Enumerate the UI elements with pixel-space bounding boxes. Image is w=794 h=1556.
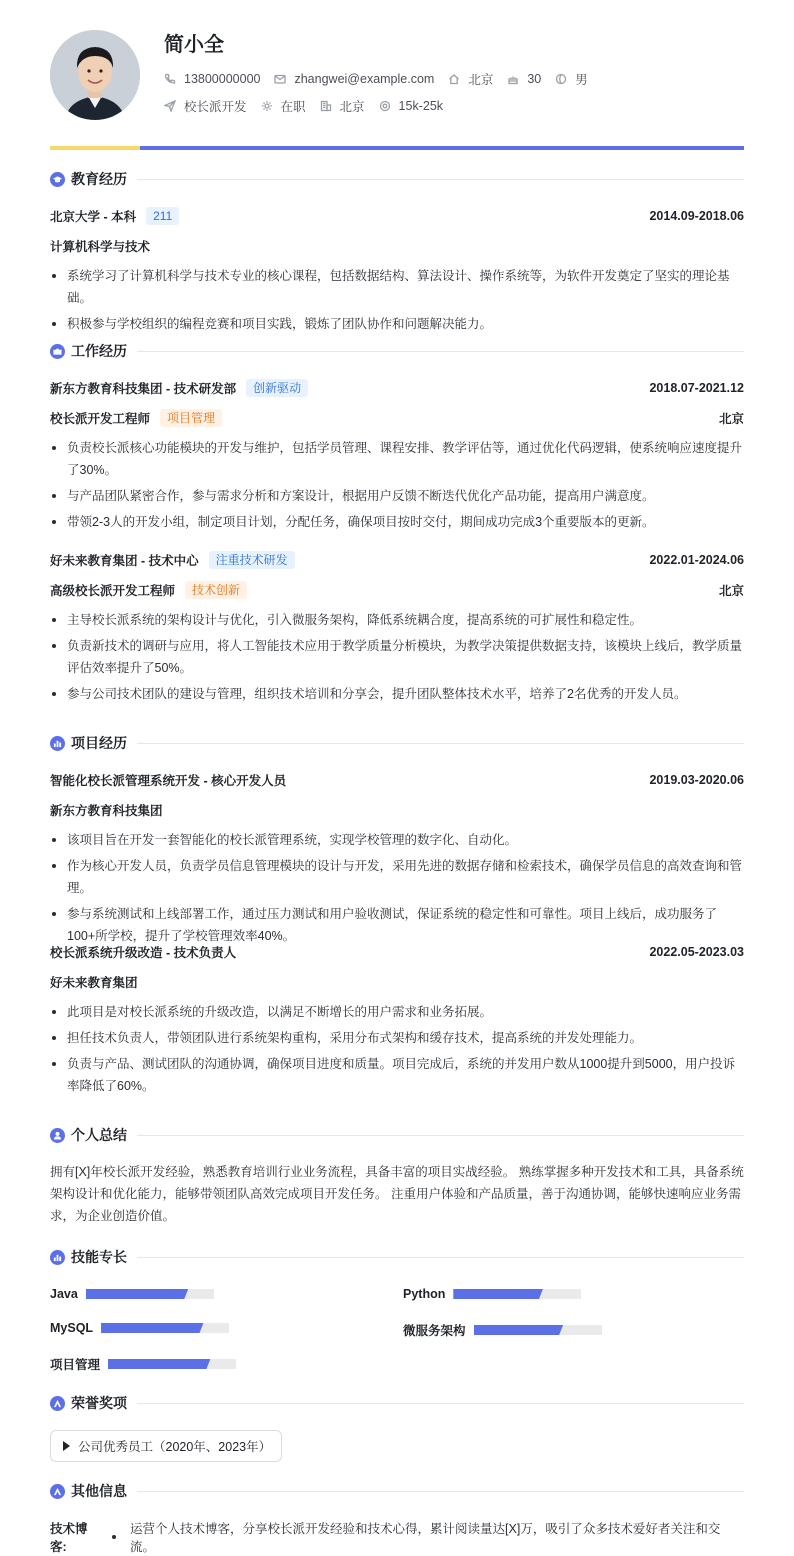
other-section [50, 1482, 744, 1500]
education-section [50, 170, 744, 188]
skill-bar [86, 1289, 214, 1299]
list-item: 参与公司技术团队的建设与管理，组织技术培训和分享会，提升团队整体技术水平，培养了2名优秀的开发人员。 [50, 683, 744, 705]
gender-text: 男 [575, 73, 588, 87]
list-item: 该项目旨在开发一套智能化的校长派管理系统，实现学校管理的数字化、自动化。 [50, 829, 744, 851]
status-item [261, 97, 306, 115]
section-heading: 项目经历 [71, 735, 127, 751]
coin-icon [379, 100, 391, 112]
awards-title [50, 1394, 744, 1412]
skills-title [50, 1248, 744, 1266]
projects-section [50, 734, 744, 752]
project-org: 新东方教育科技集团 [50, 804, 163, 818]
skill-name: Python [403, 1287, 446, 1301]
email-item [274, 72, 434, 86]
section-heading: 其他信息 [71, 1483, 127, 1499]
school-name: 北京大学 - 本科 [50, 210, 137, 224]
other-label: 技术博客: [50, 1522, 88, 1554]
education-school-row [50, 207, 744, 225]
briefcase-icon [50, 344, 65, 359]
section-heading: 荣誉奖项 [71, 1395, 127, 1411]
salary-text: 15k-25k [398, 99, 444, 113]
project-org: 好未来教育集团 [50, 976, 138, 990]
skill-item [50, 1355, 236, 1373]
list-item: 此项目是对校长派系统的升级改造，以满足不断增长的用户需求和业务拓展。 [50, 1001, 744, 1023]
skill-bar-fill [101, 1323, 203, 1333]
job-period: 2018.07-2021.12 [649, 381, 744, 395]
education-period: 2014.09-2018.06 [649, 209, 744, 223]
award-icon [50, 1396, 65, 1411]
list-item: 负责与产品、测试团队的沟通协调，确保项目进度和质量。项目完成后，系统的并发用户数从1000提升到5000，用户投诉率降低了60%。 [50, 1053, 744, 1097]
skill-item [403, 1287, 581, 1301]
list-item: 积极参与学校组织的编程竞赛和项目实践，锻炼了团队协作和问题解决能力。 [50, 313, 744, 335]
job-period: 2022.01-2024.06 [649, 553, 744, 567]
other-row [50, 1519, 744, 1555]
list-item: 作为核心开发人员，负责学员信息管理模块的设计与开发，采用先进的数据存储和检索技术，确保学员信息的高效查询和管理。 [50, 855, 744, 899]
list-item: 负责校长派核心功能模块的开发与维护，包括学员管理、课程安排、教学评估等，通过优化代码逻辑，使系统响应速度提升了30%。 [50, 437, 744, 481]
company-name: 好未来教育集团 - 技术中心 [50, 554, 199, 568]
avatar [50, 30, 140, 120]
contact-row [164, 70, 602, 88]
skill-bar-fill [86, 1289, 188, 1299]
education-bullets [50, 265, 744, 339]
work-section [50, 342, 744, 360]
school-tag: 211 [146, 207, 179, 225]
skill-bar [101, 1323, 229, 1333]
job-position-row [50, 581, 744, 599]
age-text: 30 [527, 72, 542, 86]
salary-item [379, 99, 443, 113]
list-item: 参与系统测试和上线部署工作，通过压力测试和用户验收测试，保证系统的稳定性和可靠性。项目上线后，成功服务了100+所学校，提升了学校管理效率40%。 [50, 903, 744, 947]
skill-bar [108, 1359, 236, 1369]
target-city-text: 北京 [339, 100, 365, 114]
resume-header [50, 0, 744, 150]
work-title [50, 342, 744, 360]
other-title [50, 1482, 744, 1500]
location-item [448, 70, 493, 88]
status-text: 在职 [280, 100, 306, 114]
project-row [50, 943, 744, 961]
section-heading: 个人总结 [71, 1127, 127, 1143]
skill-item [403, 1321, 602, 1339]
project-period: 2019.03-2020.06 [649, 773, 744, 787]
job-intent-row [164, 97, 457, 115]
other-text: 运营个人技术博客，分享校长派开发经验和技术心得，累计阅读量达[X]万，吸引了众多技术爱好者关注和交流。 [130, 1522, 721, 1554]
project-bullets [50, 1001, 744, 1101]
header-divider [50, 146, 744, 150]
summary-section [50, 1126, 744, 1144]
skill-bar-fill [108, 1359, 210, 1369]
caret-right-icon [63, 1441, 70, 1451]
age-item [507, 72, 541, 86]
job-city: 北京 [718, 584, 744, 598]
target-city-item [320, 97, 365, 115]
target-job-text: 校长派开发 [184, 100, 247, 114]
position-tag: 技术创新 [185, 581, 247, 599]
project-name: 校长派系统升级改造 - 技术负责人 [50, 946, 237, 960]
project-row [50, 771, 744, 789]
gear-icon [261, 100, 273, 112]
job-position-row [50, 409, 744, 427]
skill-item [50, 1287, 214, 1301]
skill-bar [474, 1325, 602, 1335]
candidate-name: 简小全 [164, 34, 224, 56]
list-item: 负责新技术的调研与应用，将人工智能技术应用于教学质量分析模块，为教学决策提供数据支持，该模块上线后，教学质量评估效率提升了50%。 [50, 635, 744, 679]
phone-text: 13800000000 [184, 72, 261, 86]
section-heading: 技能专长 [71, 1249, 127, 1265]
mail-icon [274, 73, 286, 85]
education-title [50, 170, 744, 188]
skill-name: Java [50, 1287, 78, 1301]
summary-title [50, 1126, 744, 1144]
position-name: 校长派开发工程师 [50, 412, 151, 426]
skill-bar-fill [453, 1289, 543, 1299]
phone-icon [164, 73, 176, 85]
project-bullets [50, 829, 744, 951]
cake-icon [507, 73, 519, 85]
award-toggle[interactable] [50, 1430, 282, 1462]
target-job-item [164, 97, 247, 115]
job-bullets [50, 437, 744, 537]
company-name: 新东方教育科技集团 - 技术研发部 [50, 382, 237, 396]
user-icon [50, 1128, 65, 1143]
list-item: 系统学习了计算机科学与技术专业的核心课程，包括数据结构、算法设计、操作系统等，为软件开发奠定了坚实的理论基础。 [50, 265, 744, 309]
project-period: 2022.05-2023.03 [649, 945, 744, 959]
job-city: 北京 [718, 412, 744, 426]
skills-section [50, 1248, 744, 1266]
position-name: 高级校长派开发工程师 [50, 584, 176, 598]
phone-item [164, 72, 260, 86]
list-item: 主导校长派系统的架构设计与优化，引入微服务架构，降低系统耦合度，提高系统的可扩展性和稳定性。 [50, 609, 744, 631]
skill-bar-fill [474, 1325, 564, 1335]
home-icon [448, 73, 460, 85]
skill-name: 项目管理 [50, 1358, 101, 1372]
project-org-row [50, 973, 744, 991]
section-heading: 工作经历 [71, 343, 127, 359]
awards-section [50, 1394, 744, 1412]
section-heading: 教育经历 [71, 171, 127, 187]
chart-icon [50, 1250, 65, 1265]
list-item: 担任技术负责人，带领团队进行系统架构重构，采用分布式架构和缓存技术，提高系统的并发处理能力。 [50, 1027, 744, 1049]
award-text: 公司优秀员工（2020年、2023年） [78, 1440, 272, 1454]
skill-bar [453, 1289, 581, 1299]
job-company-row [50, 551, 744, 569]
education-major-row [50, 237, 744, 255]
summary-text: 拥有[X]年校长派开发经验，熟悉教育培训行业业务流程，具备丰富的项目实战经验。 熟练掌握多种开发技术和工具，具备系统架构设计和优化能力，能够带领团队高效完成项目开发任务。 注重用户体验和产品质量，善于沟通协调，能够快速响应业务需求，为企业创造价值。 [50, 1165, 744, 1223]
company-tag: 创新驱动 [246, 379, 308, 397]
send-icon [164, 100, 176, 112]
job-bullets [50, 609, 744, 709]
graduation-cap-icon [50, 172, 65, 187]
company-tag: 注重技术研发 [209, 551, 295, 569]
major: 计算机科学与技术 [50, 240, 151, 254]
skill-item [50, 1321, 229, 1335]
skill-name: 微服务架构 [403, 1324, 466, 1338]
gender-icon [555, 73, 567, 85]
job-company-row [50, 379, 744, 397]
skill-name: MySQL [50, 1321, 94, 1335]
list-item: 与产品团队紧密合作，参与需求分析和方案设计，根据用户反馈不断迭代优化产品功能，提高用户满意度。 [50, 485, 744, 507]
location-text: 北京 [468, 73, 494, 87]
project-org-row [50, 801, 744, 819]
project-name: 智能化校长派管理系统开发 - 核心开发人员 [50, 774, 287, 788]
projects-title [50, 734, 744, 752]
chart-icon [50, 736, 65, 751]
list-item: 带领2-3人的开发小组，制定项目计划，分配任务，确保项目按时交付，期间成功完成3个重要版本的更新。 [50, 511, 744, 533]
gender-item [555, 70, 588, 88]
info-icon [50, 1484, 65, 1499]
building-icon [320, 100, 332, 112]
position-tag: 项目管理 [160, 409, 222, 427]
email-text: zhangwei@example.com [294, 72, 435, 86]
